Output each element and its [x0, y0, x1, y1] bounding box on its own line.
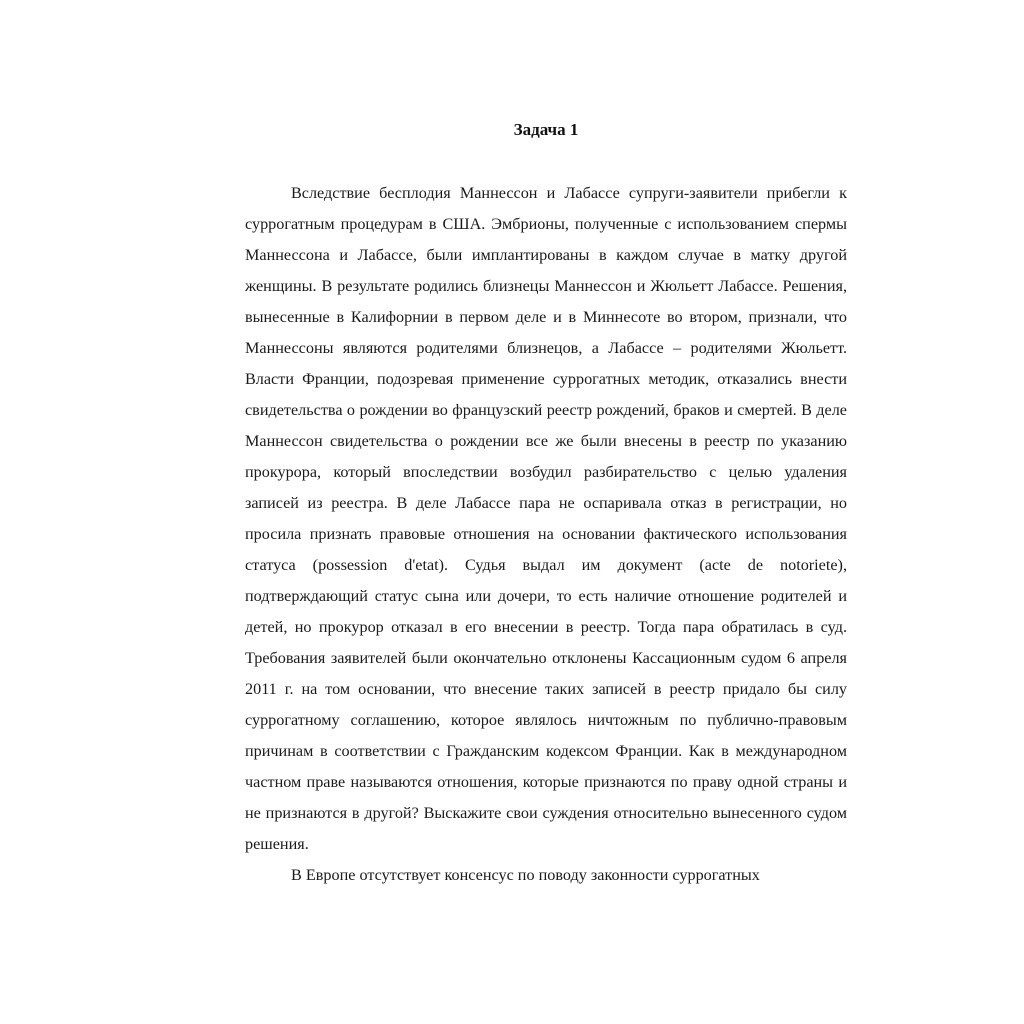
task-title: Задача 1: [513, 120, 579, 139]
paragraph-2: В Европе отсутствует консенсус по поводу законности суррогатных: [291, 866, 760, 884]
document-body: [245, 178, 847, 891]
paragraph-1: Вследствие бесплодия Маннессон и Лабассе супруги-заявители прибегли к суррогатным процедурам в США. Эмбрионы, полученные с использованием спермы Маннессона и Лабассе, были имплантированы в каждом случае в матку другой женщины. В результате родились близнецы Маннессон и Жюльетт Лабассе. Решения, вынесенные в Калифорнии в первом деле и в Миннесоте во втором, признали, что Маннессоны являются родителями близнецов, а Лабассе – родителями Жюльетт. Власти Франции, подозревая применение суррогатных методик, отказались внести свидетельства о рождении во французский реестр рождений, браков и смертей. В деле Маннессон свидетельства о рождении все же были внесены в реестр по указанию прокурора, который впоследствии возбудил разбирательство с целью удаления записей из реестра. В деле Лабассе пара не оспаривала отказ в регистрации, но просила признать правовые отношения на основании фактического использования статуса (possession d'etat). Судья выдал им документ (acte de notoriete), подтверждающий статус сына или дочери, то есть наличие отношение родителей и детей, но прокурор отказал в его внесении в реестр. Тогда пара обратилась в суд. Требования заявителей были окончательно отклонены Кассационным судом 6 апреля 2011 г. на том основании, что внесение таких записей в реестр придало бы силу суррогатному соглашению, которое являлось ничтожным по публично-правовым причинам в соответствии с Гражданским кодексом Франции. Как в международном частном праве называются отношения, которые признаются по праву одной страны и не признаются в другой? Выскажите свои суждения относительно вынесенного судом решения.: [245, 184, 847, 853]
